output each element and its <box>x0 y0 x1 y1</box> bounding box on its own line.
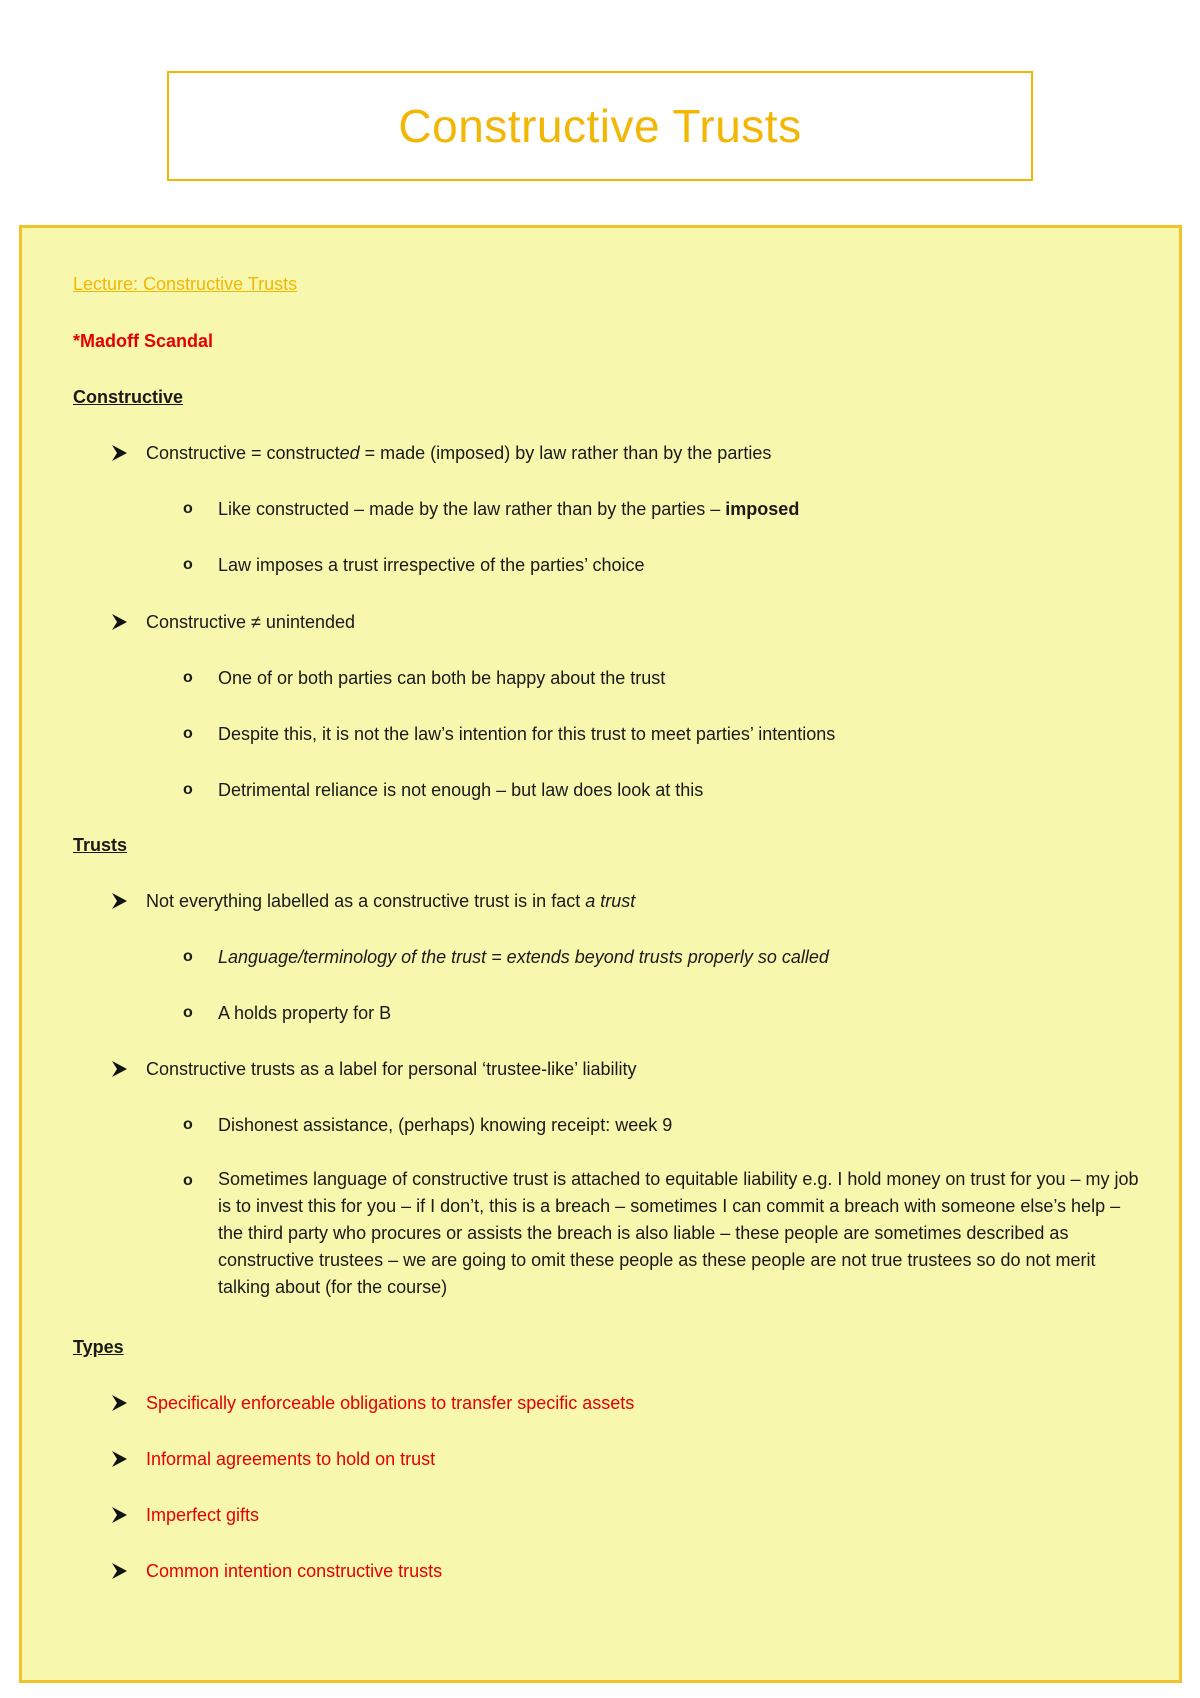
types-item: Imperfect gifts <box>146 1505 260 1525</box>
subbullet-language-terminology: Language/terminology of the trust = extends beyond trusts properly so called <box>218 947 829 967</box>
arrow-bullet-icon <box>110 892 128 910</box>
arrow-bullet-icon <box>110 1060 128 1078</box>
o-bullet-icon: o <box>183 500 193 517</box>
types-item: Common intention constructive trusts <box>146 1561 443 1581</box>
types-item: Informal agreements to hold on trust <box>146 1449 436 1469</box>
bullet-text: = made (imposed) by law rather than by the parties <box>359 443 772 463</box>
bullet-constructive-def <box>146 442 771 464</box>
o-bullet-icon: o <box>183 725 193 742</box>
lecture-heading: Lecture: Constructive Trusts <box>73 274 298 294</box>
subbullet-sometimes-language: Sometimes language of constructive trust is attached to equitable liability e.g. I hold money on trust for you – my job is to invest this for you – if I don’t, this is a breach – sometimes I can commit a breach with someone else’s help – the third party who procures or assists the breach is also liable – these people are sometimes described as constructive trustees – we are going to omit these people as these people are not true trustees so do not merit talking about (for the course) <box>218 1169 1139 1297</box>
o-bullet-icon: o <box>183 781 193 798</box>
arrow-bullet-icon <box>110 1562 128 1580</box>
o-bullet-icon: o <box>183 556 193 573</box>
arrow-bullet-icon <box>110 444 128 462</box>
section-heading-constructive: Constructive <box>73 387 184 407</box>
subbullet-a-holds-property: A holds property for B <box>218 1003 392 1023</box>
subbullet-text-bold: imposed <box>725 499 800 519</box>
bullet-not-unintended: Constructive ≠ unintended <box>146 612 356 632</box>
title-box <box>167 71 1033 181</box>
arrow-bullet-icon <box>110 1450 128 1468</box>
subbullet-like-constructed <box>218 498 799 520</box>
bullet-personal-liability: Constructive trusts as a label for personal ‘trustee-like’ liability <box>146 1059 637 1079</box>
o-bullet-icon: o <box>183 948 193 965</box>
bullet-text-italic: a trust <box>585 891 636 911</box>
bullet-text: Not everything labelled as a constructive trust is in fact <box>146 891 586 911</box>
section-heading-trusts: Trusts <box>73 835 128 855</box>
arrow-bullet-icon <box>110 1506 128 1524</box>
page-title: Constructive Trusts <box>398 100 802 152</box>
o-bullet-icon: o <box>183 1004 193 1021</box>
bullet-text-italic: ed <box>339 443 360 463</box>
subbullet-both-happy: One of or both parties can both be happy about the trust <box>218 668 666 688</box>
o-bullet-icon: o <box>183 1172 193 1189</box>
subbullet-detrimental-reliance: Detrimental reliance is not enough – but law does look at this <box>218 780 704 800</box>
arrow-bullet-icon <box>110 613 128 631</box>
o-bullet-icon: o <box>183 1116 193 1133</box>
o-bullet-icon: o <box>183 669 193 686</box>
bullet-not-everything <box>146 890 635 912</box>
subbullet-law-imposes: Law imposes a trust irrespective of the parties’ choice <box>218 555 645 575</box>
subbullet-text: Like constructed – made by the law rather than by the parties – <box>218 499 726 519</box>
section-heading-types: Types <box>73 1337 124 1357</box>
madoff-note: *Madoff Scandal <box>73 331 214 351</box>
subbullet-dishonest-assistance: Dishonest assistance, (perhaps) knowing receipt: week 9 <box>218 1115 673 1135</box>
types-item: Specifically enforceable obligations to transfer specific assets <box>146 1393 635 1413</box>
subbullet-law-intention: Despite this, it is not the law’s intention for this trust to meet parties’ intentions <box>218 724 836 744</box>
arrow-bullet-icon <box>110 1394 128 1412</box>
bullet-text: Constructive = construct <box>146 443 340 463</box>
